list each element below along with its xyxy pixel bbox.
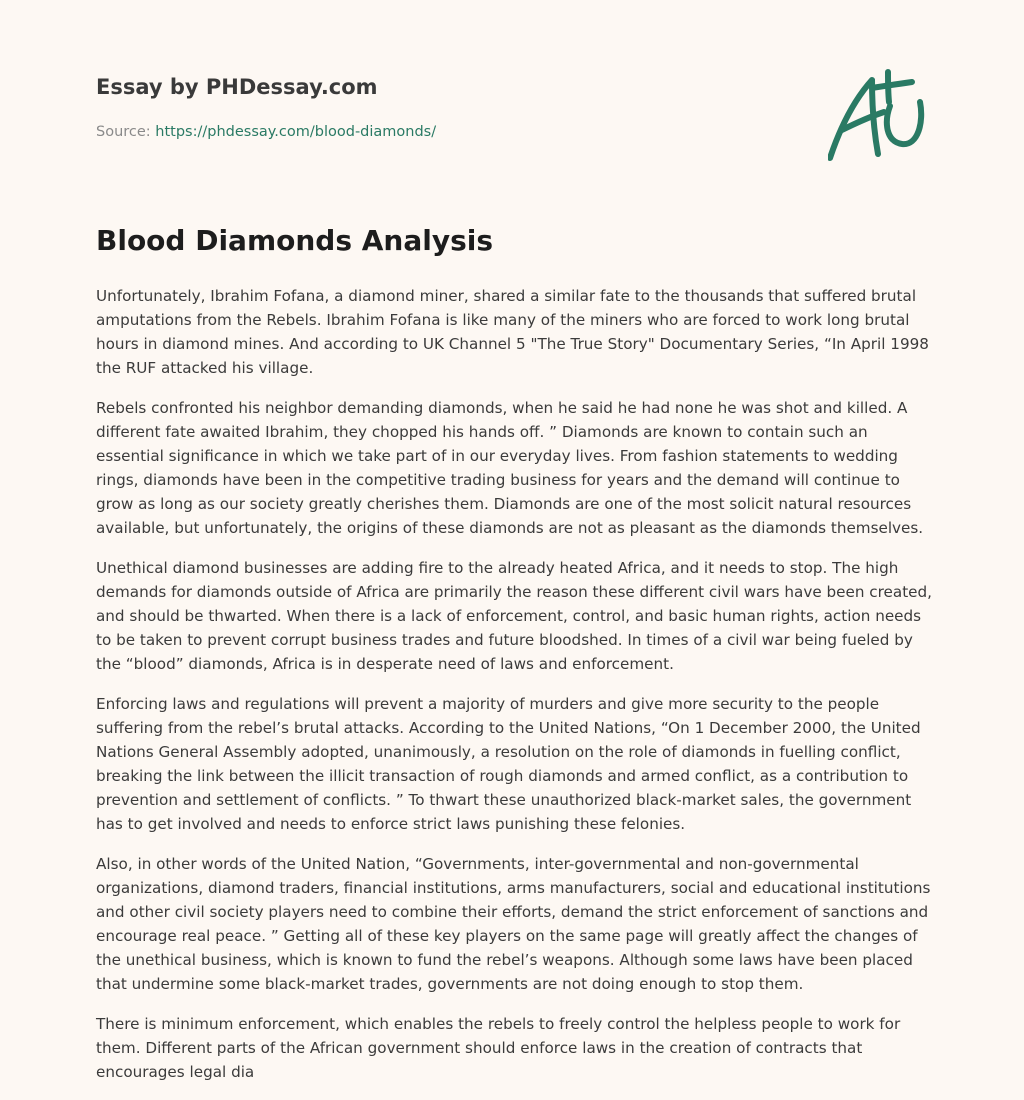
- essay-paragraph: Enforcing laws and regulations will prevent a majority of murders and give more security to the people suffering from the rebel’s brutal attacks. According to the United Nations, “On 1 December 2000, the United Nations General Assembly adopted, unanimously, a resolution on the role of diamonds in fuelling conflict, breaking the link between the illicit transaction of rough diamonds and armed conflict, as a contribution to prevention and settlement of conflicts. ” To thwart these unauthorized black-market sales, the government has to get involved and needs to enforce strict laws punishing these felonies.: [96, 695, 921, 833]
- source-line: [96, 124, 436, 140]
- essay-paragraph: Unfortunately, Ibrahim Fofana, a diamond miner, shared a similar fate to the thousands that suffered brutal amputations from the Rebels. Ibrahim Fofana is like many of the miners who are forced to work long brutal hours in diamond mines. And according to UK Channel 5 "The True Story" Documentary Series, “In April 1998 the RUF attacked his village.: [96, 287, 929, 377]
- essay-paragraph: Unethical diamond businesses are adding fire to the already heated Africa, and it needs to stop. The high demands for diamonds outside of Africa are primarily the reason these different civil wars have been created, and should be thwarted. When there is a lack of enforcement, control, and basic human rights, action needs to be taken to prevent corrupt business trades and future bloodshed. In times of a civil war being fueled by the “blood” diamonds, Africa is in desperate need of laws and enforcement.: [96, 559, 932, 673]
- essay-body: [96, 284, 932, 1100]
- source-link[interactable]: https://phdessay.com/blood-diamonds/: [155, 124, 437, 140]
- essay-paragraph: Also, in other words of the United Nation, “Governments, inter-governmental and non-governmental organizations, diamond traders, financial institutions, arms manufacturers, social and educational institutions and other civil society players need to combine their efforts, demand the strict enforcement of sanctions and encourage real peace. ” Getting all of these key players on the same page will greatly affect the changes of the unethical business, which is known to fund the rebel’s weapons. Although some laws have been placed that undermine some black-market trades, governments are not doing enough to stop them.: [96, 855, 931, 993]
- source-label: Source:: [96, 124, 151, 140]
- essay-paragraph: There is minimum enforcement, which enables the rebels to freely control the helpless people to work for them. Different parts of the African government should enforce laws in the creation of contracts that encourages legal dia: [96, 1015, 901, 1081]
- a-plus-grade-icon: [828, 66, 932, 166]
- site-brand: Essay by PHDessay.com: [96, 75, 378, 99]
- essay-paragraph: Rebels confronted his neighbor demanding diamonds, when he said he had none he was shot and killed. A different fate awaited Ibrahim, they chopped his hands off. ” Diamonds are known to contain such an essential significance in which we take part of in our everyday lives. From fashion statements to wedding rings, diamonds have been in the competitive trading business for years and the demand will continue to grow as long as our society greatly cherishes them. Diamonds are one of the most solicit natural resources available, but unfortunately, the origins of these diamonds are not as pleasant as the diamonds themselves.: [96, 399, 924, 537]
- essay-title: Blood Diamonds Analysis: [96, 224, 494, 257]
